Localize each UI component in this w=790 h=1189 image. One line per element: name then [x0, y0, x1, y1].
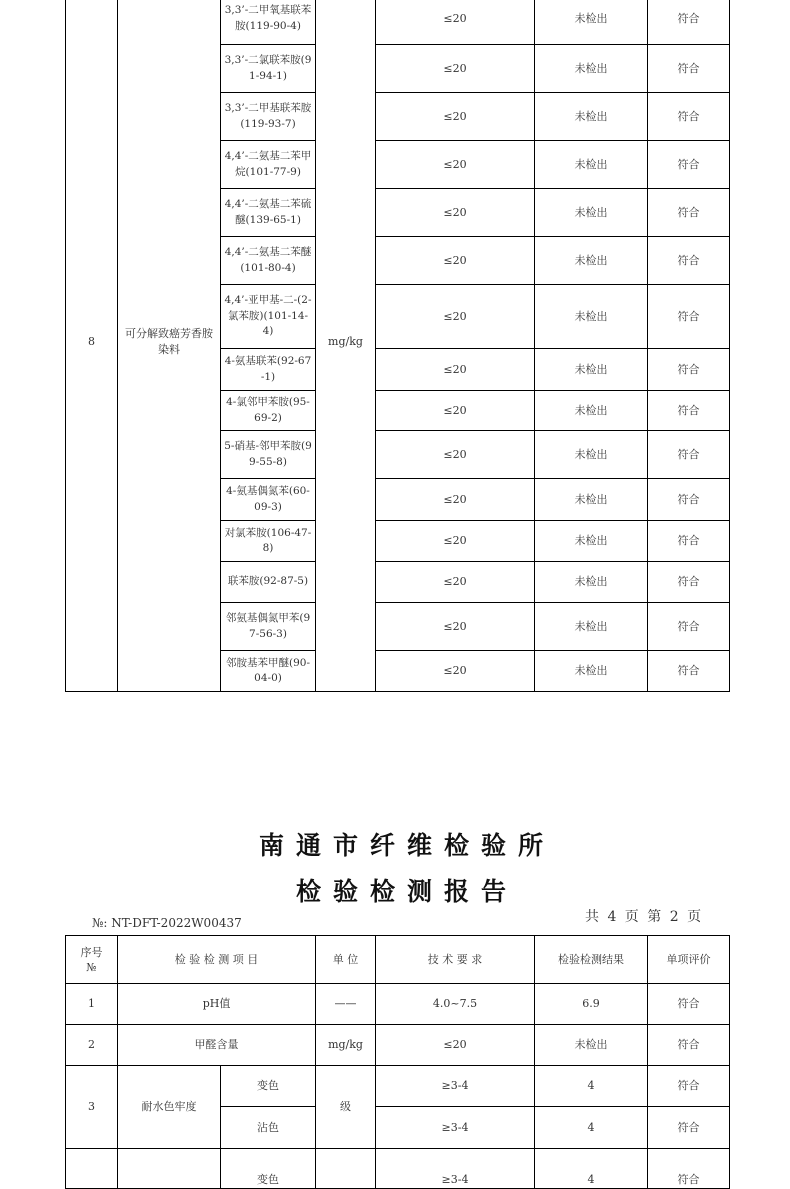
- header-verdict: 单项评价: [648, 936, 730, 984]
- row-substance-name: 4,4’-二氨基二苯硫醚(139-65-1): [221, 189, 316, 237]
- row-verdict: 符合: [648, 479, 730, 521]
- row-result: 未检出: [535, 141, 648, 189]
- table-row: [66, 0, 730, 45]
- row-result: 未检出: [535, 349, 648, 391]
- row-requirement: ≤20: [376, 391, 535, 431]
- row-result: 4: [535, 1066, 648, 1107]
- header-requirement: 技 术 要 求: [376, 936, 535, 984]
- row-result: 未检出: [535, 391, 648, 431]
- table-row: [66, 984, 730, 1025]
- row-requirement: ≥3-4: [376, 1149, 535, 1189]
- row-substance-name: 4,4’-二氨基二苯醚(101-80-4): [221, 237, 316, 285]
- row-item: 耐水色牢度: [118, 1066, 221, 1149]
- inspection-table: [65, 935, 730, 1189]
- row-requirement: ≤20: [376, 521, 535, 562]
- row-no: 2: [66, 1025, 118, 1066]
- row-result: 未检出: [535, 93, 648, 141]
- row-requirement: ≤20: [376, 45, 535, 93]
- row-substance-name: 邻氨基偶氮甲苯(97-56-3): [221, 603, 316, 651]
- row-requirement: ≤20: [376, 1025, 535, 1066]
- row-substance-name: 4-氯邻甲苯胺(95-69-2): [221, 391, 316, 431]
- row-requirement: ≤20: [376, 651, 535, 692]
- row-subitem: 沾色: [221, 1107, 316, 1149]
- row-verdict: 符合: [648, 431, 730, 479]
- row-verdict: 符合: [648, 1066, 730, 1107]
- header-result: 检验检测结果: [535, 936, 648, 984]
- row-result: 4: [535, 1107, 648, 1149]
- row-substance-name: 3,3’-二氯联苯胺(91-94-1): [221, 45, 316, 93]
- row-verdict: 符合: [648, 562, 730, 603]
- header-unit: 单 位: [316, 936, 376, 984]
- row-verdict: 符合: [648, 521, 730, 562]
- row-verdict: 符合: [648, 1149, 730, 1189]
- row-requirement: ≤20: [376, 285, 535, 349]
- row-result: 未检出: [535, 562, 648, 603]
- row-result: 未检出: [535, 651, 648, 692]
- row-requirement: 4.0~7.5: [376, 984, 535, 1025]
- row-requirement: ≤20: [376, 93, 535, 141]
- header-no: 序号 №: [66, 936, 118, 984]
- table-row: [66, 1025, 730, 1066]
- row-verdict: 符合: [648, 93, 730, 141]
- row-substance-name: 邻胺基苯甲醚(90-04-0): [221, 651, 316, 692]
- row-result: 未检出: [535, 431, 648, 479]
- row-item: pH值: [118, 984, 316, 1025]
- row-result: 4: [535, 1149, 648, 1189]
- report-title: 检验检测报告: [295, 877, 518, 906]
- row-verdict: 符合: [648, 603, 730, 651]
- row-result: 未检出: [535, 479, 648, 521]
- row-substance-name: 对氯苯胺(106-47-8): [221, 521, 316, 562]
- table-row: [66, 1066, 730, 1107]
- row-no: 8: [66, 0, 118, 692]
- row-substance-name: 4-氨基联苯(92-67-1): [221, 349, 316, 391]
- row-subitem: 变色: [221, 1149, 316, 1189]
- row-verdict: 符合: [648, 189, 730, 237]
- row-verdict: 符合: [648, 141, 730, 189]
- org-title: 南通市纤维检验所: [258, 831, 555, 860]
- row-result: 未检出: [535, 45, 648, 93]
- row-result: 未检出: [535, 189, 648, 237]
- row-requirement: ≥3-4: [376, 1107, 535, 1149]
- table-header-row: [66, 936, 730, 984]
- report-number: №: NT-DFT-2022W00437: [92, 916, 242, 930]
- row-verdict: 符合: [648, 349, 730, 391]
- row-requirement: ≤20: [376, 431, 535, 479]
- row-unit: mg/kg: [316, 0, 376, 692]
- row-no: [66, 1149, 118, 1189]
- row-substance-name: 4,4’-亚甲基-二-(2-氯苯胺)(101-14-4): [221, 285, 316, 349]
- row-verdict: 符合: [648, 1107, 730, 1149]
- row-result: 未检出: [535, 285, 648, 349]
- row-substance-name: 联苯胺(92-87-5): [221, 562, 316, 603]
- row-requirement: ≤20: [376, 141, 535, 189]
- row-verdict: 符合: [648, 984, 730, 1025]
- row-requirement: ≤20: [376, 189, 535, 237]
- row-verdict: 符合: [648, 45, 730, 93]
- row-item: 甲醛含量: [118, 1025, 316, 1066]
- row-no: 3: [66, 1066, 118, 1149]
- row-verdict: 符合: [648, 651, 730, 692]
- row-substance-name: 4-氨基偶氮苯(60-09-3): [221, 479, 316, 521]
- row-substance-name: 3,3’-二甲氧基联苯胺(119-90-4): [221, 0, 316, 45]
- row-requirement: ≤20: [376, 237, 535, 285]
- row-result: 未检出: [535, 237, 648, 285]
- row-no: 1: [66, 984, 118, 1025]
- table-row-partial: [66, 1149, 730, 1189]
- row-requirement: ≥3-4: [376, 1066, 535, 1107]
- row-verdict: 符合: [648, 285, 730, 349]
- row-result: 6.9: [535, 984, 648, 1025]
- row-substance-name: 4,4’-二氨基二苯甲烷(101-77-9): [221, 141, 316, 189]
- row-unit: mg/kg: [316, 1025, 376, 1066]
- header-item: 检 验 检 测 项 目: [118, 936, 316, 984]
- row-result: 未检出: [535, 603, 648, 651]
- row-unit: 级: [316, 1066, 376, 1149]
- row-group-name: 可分解致癌芳香胺染料: [118, 0, 221, 692]
- row-subitem: 变色: [221, 1066, 316, 1107]
- row-verdict: 符合: [648, 391, 730, 431]
- row-verdict: 符合: [648, 0, 730, 45]
- row-requirement: ≤20: [376, 562, 535, 603]
- row-verdict: 符合: [648, 237, 730, 285]
- page-indicator: 共 4 页 第 2 页: [585, 909, 704, 925]
- row-requirement: ≤20: [376, 0, 535, 45]
- row-result: 未检出: [535, 521, 648, 562]
- row-requirement: ≤20: [376, 603, 535, 651]
- row-unit: ——: [316, 984, 376, 1025]
- row-substance-name: 5-硝基-邻甲苯胺(99-55-8): [221, 431, 316, 479]
- row-result: 未检出: [535, 1025, 648, 1066]
- row-item: [118, 1149, 221, 1189]
- row-verdict: 符合: [648, 1025, 730, 1066]
- row-substance-name: 3,3’-二甲基联苯胺(119-93-7): [221, 93, 316, 141]
- row-requirement: ≤20: [376, 479, 535, 521]
- row-result: 未检出: [535, 0, 648, 45]
- row-unit: [316, 1149, 376, 1189]
- row-requirement: ≤20: [376, 349, 535, 391]
- aromatic-amine-table: [65, 0, 730, 692]
